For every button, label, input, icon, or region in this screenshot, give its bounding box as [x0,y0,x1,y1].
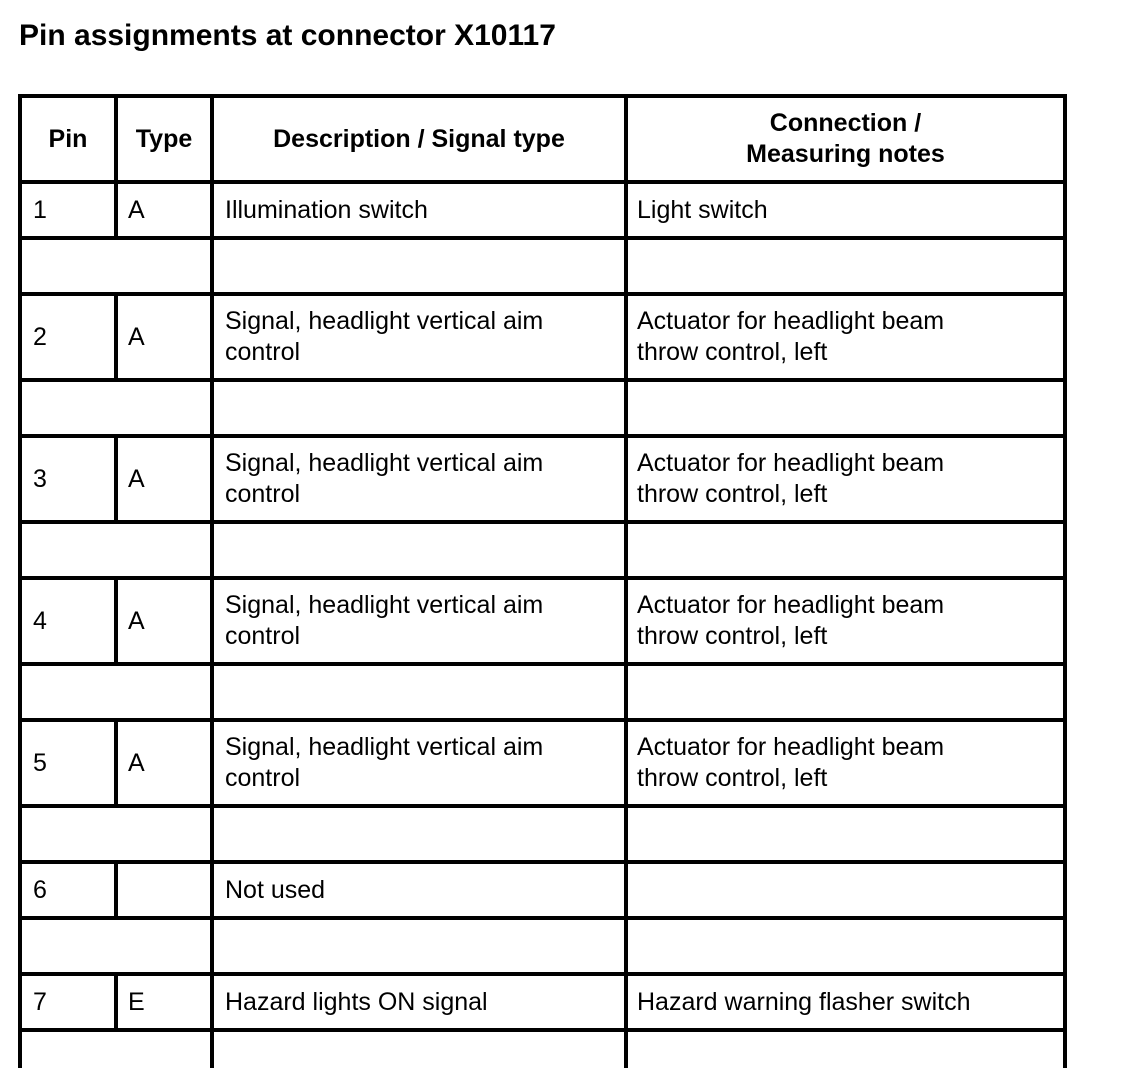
pin-cell: 2 [20,294,116,380]
connection-cell [626,720,1065,806]
pin-cell: 5 [20,720,116,806]
spacer-row [20,664,1065,720]
table-row [20,974,1065,1030]
description-line: Hazard lights ON signal [225,987,488,1016]
description-line: control [225,338,301,366]
connection-cell [626,294,1065,380]
header-connection-line2: Measuring notes [746,140,945,168]
pin-assignment-table [18,94,1067,1068]
description-cell [212,182,626,238]
connection-line: Hazard warning flasher switch [637,987,971,1016]
table-row [20,294,1065,380]
spacer-row [20,1030,1065,1068]
connection-line: Actuator for headlight beam [637,591,945,619]
table-row [20,862,1065,918]
spacer-row [20,380,1065,436]
table-row [20,578,1065,664]
header-connection [626,96,1065,182]
connection-cell [626,436,1065,522]
spacer-row [20,238,1065,294]
connection-line: throw control, left [637,480,828,508]
connection-line: Actuator for headlight beam [637,307,945,335]
spacer-cell [20,238,212,294]
spacer-cell [626,918,1065,974]
description-line: Signal, headlight vertical aim [225,449,544,477]
spacer-cell [20,806,212,862]
spacer-cell [212,806,626,862]
spacer-cell [20,918,212,974]
spacer-row [20,806,1065,862]
pin-cell: 6 [20,862,116,918]
connection-line: Actuator for headlight beam [637,733,945,761]
description-cell [212,436,626,522]
table-row [20,720,1065,806]
spacer-cell [626,522,1065,578]
description-cell [212,578,626,664]
header-description: Description / Signal type [212,96,626,182]
connection-line: Actuator for headlight beam [637,449,945,477]
description-cell [212,720,626,806]
page-title: Pin assignments at connector X10117 [19,19,556,52]
header-connection-line1: Connection / [769,109,922,137]
description-line: Not used [225,875,326,904]
description-line: control [225,764,301,792]
spacer-cell [212,238,626,294]
type-cell: A [116,436,212,522]
spacer-cell [212,918,626,974]
table-row [20,182,1065,238]
spacer-cell [626,380,1065,436]
description-cell [212,294,626,380]
header-type: Type [116,96,212,182]
connection-line: throw control, left [637,338,828,366]
description-line: Signal, headlight vertical aim [225,307,544,335]
spacer-cell [20,380,212,436]
spacer-cell [212,522,626,578]
pin-cell: 1 [20,182,116,238]
connection-line: Light switch [637,195,768,224]
connection-cell [626,974,1065,1030]
spacer-cell [20,1030,212,1068]
spacer-cell [626,1030,1065,1068]
type-cell [116,862,212,918]
description-cell [212,974,626,1030]
description-cell [212,862,626,918]
spacer-cell [20,522,212,578]
spacer-cell [212,1030,626,1068]
table-row [20,436,1065,522]
pin-cell: 4 [20,578,116,664]
spacer-cell [20,664,212,720]
pin-cell: 3 [20,436,116,522]
spacer-cell [626,664,1065,720]
type-cell: E [116,974,212,1030]
description-line: control [225,480,301,508]
type-cell: A [116,578,212,664]
connection-cell [626,862,1065,918]
description-line: Signal, headlight vertical aim [225,591,544,619]
spacer-cell [626,806,1065,862]
description-line: control [225,622,301,650]
spacer-cell [626,238,1065,294]
pin-cell: 7 [20,974,116,1030]
header-pin: Pin [20,96,116,182]
type-cell: A [116,182,212,238]
spacer-cell [212,664,626,720]
type-cell: A [116,720,212,806]
table-header-row [20,96,1065,182]
connection-cell [626,182,1065,238]
type-cell: A [116,294,212,380]
spacer-row [20,522,1065,578]
connection-cell [626,578,1065,664]
spacer-row [20,918,1065,974]
connection-line: throw control, left [637,764,828,792]
description-line: Signal, headlight vertical aim [225,733,544,761]
description-line: Illumination switch [225,195,428,224]
connection-line: throw control, left [637,622,828,650]
spacer-cell [212,380,626,436]
